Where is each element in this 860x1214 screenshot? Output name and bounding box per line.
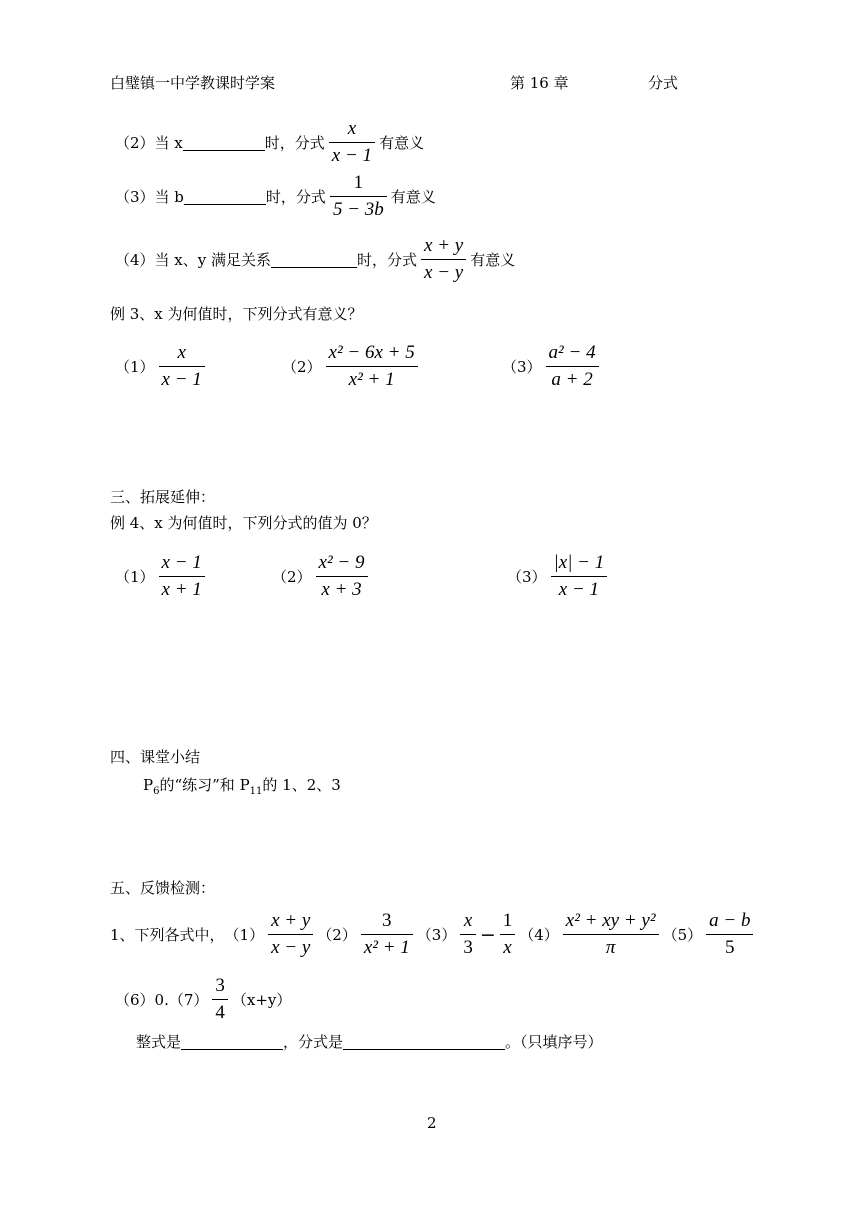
example-4-title: 例 4、x 为何值时，下列分式的值为 0？	[110, 514, 377, 532]
q3-prefix: （3）当 b	[115, 188, 184, 206]
q4-fraction	[421, 235, 466, 284]
fraction-denominator: a + 2	[551, 369, 593, 390]
example-3-title: 例 3、x 为何值时，下列分式有意义？	[110, 305, 363, 323]
q4-blank[interactable]	[271, 251, 357, 268]
fraction-numerator: 1	[502, 910, 513, 931]
page-number: 2	[427, 1114, 437, 1132]
header-topic: 分式	[648, 74, 679, 92]
q4-suffix: 有意义	[470, 251, 516, 269]
item-label: （2）	[282, 358, 322, 376]
q2-suffix: 有意义	[379, 134, 425, 152]
ex4-fraction-1	[159, 552, 205, 601]
fraction-numerator: 3	[215, 975, 225, 996]
fraction-numerator: 3	[382, 910, 392, 931]
fraction-denominator: x − 1	[161, 369, 202, 390]
p-label-a: P	[143, 776, 154, 794]
example-3-item-2	[282, 342, 422, 391]
question-3	[115, 172, 436, 221]
ex3-fraction-1	[159, 342, 205, 391]
q3-fraction	[330, 172, 387, 221]
question-2	[115, 118, 424, 167]
q1-fraction-2	[361, 910, 413, 959]
item-label: （2）	[272, 568, 312, 586]
item-label: （3）	[502, 358, 542, 376]
fraction-numerator: a − b	[709, 910, 751, 931]
item-label: （5）	[662, 926, 703, 944]
q2-mid: 时，分式	[264, 134, 325, 152]
section-3-title: 三、拓展延伸：	[110, 488, 216, 506]
fraction-denominator: 5	[725, 937, 735, 958]
example-4-item-2	[272, 552, 372, 601]
question-1-continued	[115, 975, 291, 1024]
q1-fraction-1	[268, 910, 313, 959]
fraction-numerator: x + y	[424, 235, 464, 256]
fraction-numerator: x	[463, 910, 473, 931]
fraction-denominator: 3	[463, 937, 473, 958]
q4-mid: 时，分式	[357, 251, 418, 269]
item-label: （2）	[317, 926, 357, 944]
fraction-numerator: x² − 6x + 5	[328, 342, 415, 363]
item-label: （4）	[519, 926, 559, 944]
fraction-denominator: x − y	[424, 262, 464, 283]
fraction-numerator: x + y	[271, 910, 311, 931]
section-4-tail: 的 1、2、3	[262, 776, 341, 794]
item-label: （7）	[168, 991, 209, 1009]
q1-lead: 1、下列各式中，	[110, 926, 225, 944]
fraction-denominator: π	[605, 937, 616, 958]
p-sub-b: 11	[249, 786, 263, 797]
q1-fraction-3a	[460, 910, 476, 959]
item-label: （1）	[115, 568, 155, 586]
fraction-numerator: x	[177, 342, 186, 363]
example-4-item-1	[115, 552, 209, 601]
q2-fraction	[329, 118, 375, 167]
integral-answer-blank[interactable]	[181, 1033, 283, 1050]
section-4-title: 四、课堂小结	[110, 748, 201, 766]
fraction-denominator: x² + 1	[348, 369, 395, 390]
example-3-item-3	[502, 342, 603, 391]
q1-fraction-3b	[500, 910, 516, 959]
answer-line	[136, 1031, 603, 1052]
minus-operator: −	[479, 923, 496, 946]
fraction-numerator: a² − 4	[548, 342, 596, 363]
q1-fraction-7	[212, 975, 228, 1024]
fraction-numerator: x² − 9	[318, 552, 365, 573]
item-label: （3）	[416, 926, 457, 944]
header-chapter: 第 16 章	[510, 74, 569, 92]
ex4-fraction-3	[551, 552, 608, 601]
q3-blank[interactable]	[184, 188, 266, 205]
answer-integral-label: 整式是	[136, 1033, 182, 1051]
fraction-denominator: 4	[215, 1002, 225, 1023]
example-4-item-3	[507, 552, 611, 601]
fraction-numerator: x	[347, 118, 357, 139]
q1-item-7-tail: （x+y）	[231, 991, 292, 1009]
fraction-answer-blank[interactable]	[343, 1033, 505, 1050]
section-5-title: 五、反馈检测：	[110, 879, 216, 897]
item-label: （1）	[224, 926, 265, 944]
q1-fraction-4	[563, 910, 659, 959]
p-sub-a: 6	[153, 786, 160, 797]
fraction-numerator: 1	[353, 172, 364, 193]
q1-item-6: （6）0.	[115, 991, 169, 1009]
question-4	[115, 235, 515, 284]
ex4-fraction-2	[316, 552, 368, 601]
section-4-body	[143, 774, 341, 797]
ex3-fraction-3	[546, 342, 599, 391]
fraction-denominator: x − 1	[558, 579, 600, 600]
fraction-denominator: x	[503, 937, 512, 958]
fraction-numerator: |x| − 1	[553, 552, 605, 573]
q1-fraction-5	[706, 910, 753, 959]
fraction-denominator: 5 − 3b	[332, 199, 384, 220]
q2-blank[interactable]	[183, 134, 265, 151]
fraction-numerator: x − 1	[161, 552, 202, 573]
answer-note: 。（只填序号）	[505, 1033, 603, 1051]
q3-mid: 时，分式	[265, 188, 326, 206]
example-3-item-1	[115, 342, 209, 391]
q3-suffix: 有意义	[390, 188, 436, 206]
fraction-denominator: x − 1	[331, 145, 373, 166]
section-4-mid: 的“练习”和 P	[159, 776, 250, 794]
fraction-denominator: x − y	[271, 937, 311, 958]
item-label: （3）	[507, 568, 547, 586]
fraction-denominator: x + 3	[321, 579, 362, 600]
q2-prefix: （2）当 x	[115, 134, 183, 152]
fraction-numerator: x² + xy + y²	[565, 910, 656, 931]
header-school: 白璧镇一中学教课时学案	[110, 74, 276, 92]
q4-prefix: （4）当 x、y 满足关系	[115, 251, 272, 269]
fraction-denominator: x² + 1	[363, 937, 410, 958]
fraction-denominator: x + 1	[161, 579, 202, 600]
item-label: （1）	[115, 358, 155, 376]
question-1	[110, 910, 757, 959]
ex3-fraction-2	[326, 342, 418, 391]
answer-fraction-label: ，分式是	[283, 1033, 344, 1051]
